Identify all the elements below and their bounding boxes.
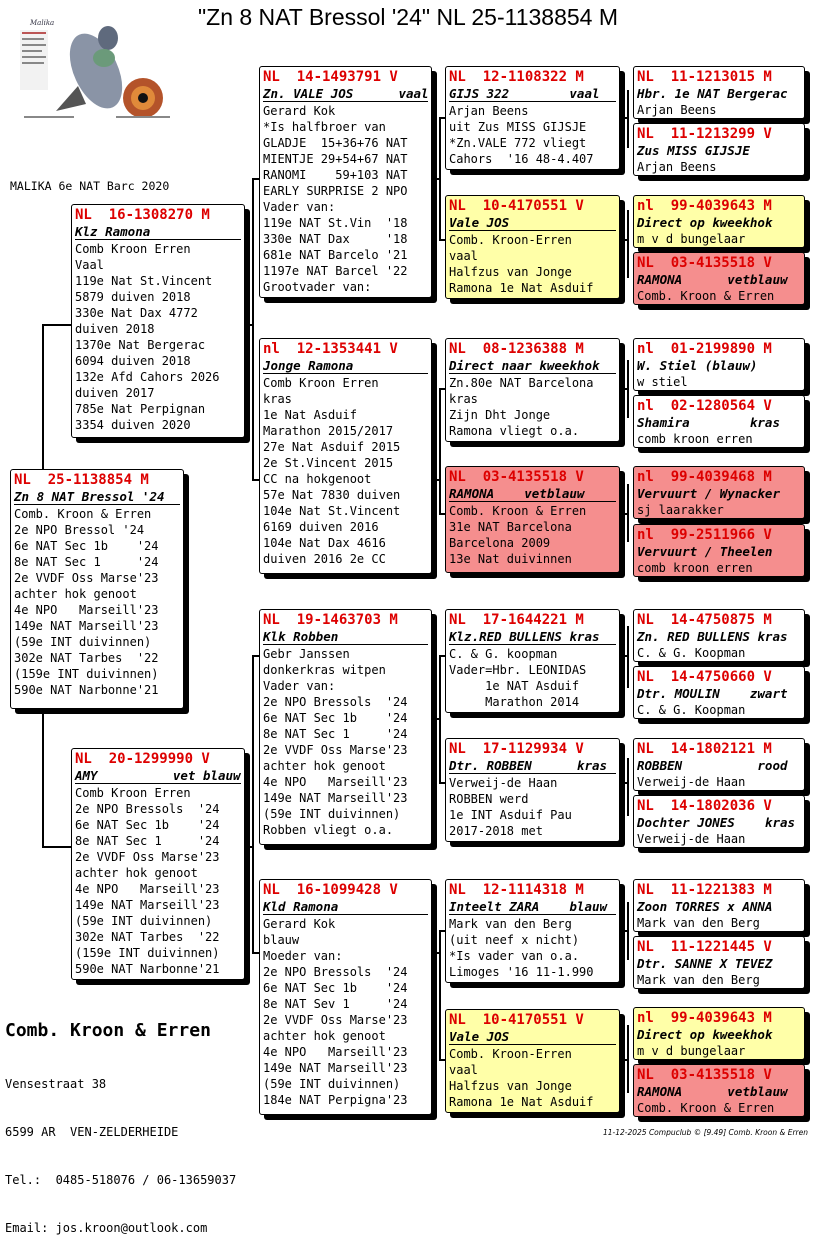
card-line: EARLY SURPRISE 2 NPO <box>263 184 408 198</box>
ring-number: NL 14-1802036 V <box>637 798 772 814</box>
ring-number: nl 99-4039643 M <box>637 1010 772 1026</box>
card-line: Mark van den Berg <box>449 917 572 931</box>
connector-line <box>42 846 71 848</box>
connector-line <box>245 324 253 326</box>
card-line: Mark van den Berg <box>637 916 760 930</box>
pigeon-name: Dtr. SANNE X TEVEZ <box>637 956 773 971</box>
pedigree-card-great-grandparent[interactable] <box>445 338 620 442</box>
pigeon-name: Dochter JONES kras <box>637 815 796 830</box>
pigeon-name: Dtr. MOULIN zwart <box>637 686 788 701</box>
card-line: Moeder van: <box>263 949 343 963</box>
card-line: Ramona 1e Nat Asduif <box>449 281 594 295</box>
card-line: Arjan Beens <box>637 160 717 174</box>
pigeon-logo <box>16 16 178 126</box>
card-line: 149e NAT Marseill'23 <box>75 898 220 912</box>
svg-text:Malika: Malika <box>30 19 55 27</box>
card-line: Comb Kroon Erren <box>263 376 379 390</box>
card-line: Arjan Beens <box>449 104 529 118</box>
connector-line <box>432 479 440 481</box>
pedigree-card-grandparent[interactable] <box>259 879 432 1115</box>
card-line: Comb Kroon Erren <box>75 786 191 800</box>
card-line: achter hok genoot <box>14 587 137 601</box>
pigeon-name: Jonge Ramona <box>263 358 428 374</box>
card-line: Comb Kroon Erren <box>75 242 191 256</box>
pigeon-name: Zn 8 NAT Bressol '24 <box>14 489 180 505</box>
card-line: 1e INT Asduif Pau <box>449 808 572 822</box>
card-line: Grootvader van: <box>263 280 372 294</box>
pigeon-name: Inteelt ZARA blauw <box>449 899 616 915</box>
card-line: donkerkras witpen <box>263 663 386 677</box>
card-line: Barcelona 2009 <box>449 536 551 550</box>
card-line: duiven 2017 <box>75 386 155 400</box>
pedigree-card-great-grandparent[interactable] <box>445 609 620 713</box>
card-line: C. & G. Koopman <box>637 703 746 717</box>
card-line: 302e NAT Tarbes '22 <box>14 651 159 665</box>
card-line: 2e VVDF Oss Marse'23 <box>75 850 220 864</box>
card-line: Robben vliegt o.a. <box>263 823 394 837</box>
ring-number: NL 17-1644221 M <box>449 612 584 628</box>
card-line: duiven 2018 <box>75 322 155 336</box>
card-line: Verweij-de Haan <box>637 832 746 846</box>
card-line: Vaal <box>75 258 104 272</box>
card-line: 184e NAT Perpigna'23 <box>263 1093 408 1107</box>
pigeon-name: Kld Ramona <box>263 899 428 915</box>
card-line: 149e NAT Marseill'23 <box>263 791 408 805</box>
connector-line <box>620 388 628 390</box>
card-line: 330e Nat Dax 4772 <box>75 306 198 320</box>
connector-line <box>620 655 628 657</box>
pigeon-name: Klk Robben <box>263 629 428 645</box>
card-line: Vader van: <box>263 200 336 214</box>
pedigree-card-grandparent[interactable] <box>259 66 432 298</box>
card-line: achter hok genoot <box>75 866 198 880</box>
card-line: comb kroon erren <box>637 432 753 446</box>
pigeon-name: Klz.RED BULLENS kras <box>449 629 616 645</box>
card-line: Halfzus van Jonge <box>449 265 572 279</box>
ring-number: NL 14-4750660 V <box>637 669 772 685</box>
card-line: Marathon 2015/2017 <box>263 424 394 438</box>
card-line: Ramona 1e Nat Asduif <box>449 1095 594 1109</box>
card-line: Marathon 2014 <box>449 695 580 709</box>
pedigree-card-ancestor[interactable] <box>633 195 805 248</box>
ring-number: NL 11-1221445 V <box>637 939 772 955</box>
card-line: 330e NAT Dax '18 <box>263 232 408 246</box>
connector-line <box>439 388 441 514</box>
pedigree-card-ancestor[interactable] <box>633 338 805 391</box>
card-line: 2e NPO Bressols '24 <box>263 965 408 979</box>
pedigree-card-ancestor[interactable] <box>633 1064 805 1117</box>
card-line: Zijn Dht Jonge <box>449 408 551 422</box>
card-line: *Is vader van o.a. <box>449 949 580 963</box>
connector-line <box>42 324 71 326</box>
pedigree-card-ancestor[interactable] <box>633 466 805 519</box>
card-line: 31e NAT Barcelona <box>449 520 572 534</box>
card-line: (59e INT duivinnen) <box>75 914 213 928</box>
card-line: 119e NAT St.Vin '18 <box>263 216 408 230</box>
card-line: 4e NPO Marseill'23 <box>14 603 159 617</box>
card-line: 5879 duiven 2018 <box>75 290 191 304</box>
ring-number: NL 03-4135518 V <box>637 1067 772 1083</box>
card-line: vaal <box>449 1063 478 1077</box>
card-line: 4e NPO Marseill'23 <box>263 775 408 789</box>
address-line: Vensestraat 38 <box>5 1077 107 1091</box>
ring-number: NL 19-1463703 M <box>263 612 398 628</box>
connector-line <box>620 117 628 119</box>
card-line: Limoges '16 11-1.990 <box>449 965 594 979</box>
pedigree-card-subject[interactable] <box>10 469 184 709</box>
address-line: 6599 AR VEN-ZELDERHEIDE <box>5 1125 179 1139</box>
pedigree-card-great-grandparent[interactable] <box>445 879 620 983</box>
connector-line <box>620 239 628 241</box>
card-line: blauw <box>263 933 300 947</box>
card-line: 6169 duiven 2016 <box>263 520 379 534</box>
pigeon-name: Vale JOS <box>449 1029 616 1045</box>
card-line: RANOMI 59+103 NAT <box>263 168 408 182</box>
card-line: 149e NAT Marseill'23 <box>14 619 159 633</box>
card-line: 1e Nat Asduif <box>263 408 357 422</box>
pigeon-name: Klz Ramona <box>75 224 241 240</box>
card-line: 6e NAT Sec 1b '24 <box>75 818 220 832</box>
card-line: 104e Nat Dax 4616 <box>263 536 386 550</box>
connector-line <box>432 178 440 180</box>
pedigree-card-ancestor[interactable] <box>633 524 805 577</box>
ring-number: NL 16-1099428 V <box>263 882 398 898</box>
card-line: GLADJE 15+36+76 NAT <box>263 136 408 150</box>
ring-number: NL 08-1236388 M <box>449 341 584 357</box>
connector-line <box>439 930 441 1060</box>
ring-number: NL 17-1129934 V <box>449 741 584 757</box>
connector-line <box>627 626 629 688</box>
card-line: Comb. Kroon & Erren <box>637 1101 775 1115</box>
card-line: 1197e NAT Barcel '22 <box>263 264 408 278</box>
card-line: MIENTJE 29+54+67 NAT <box>263 152 408 166</box>
pigeon-name: Shamira kras <box>637 415 780 430</box>
ring-number: NL 25-1138854 M <box>14 472 149 488</box>
card-line: Vader=Hbr. LEONIDAS <box>449 663 587 677</box>
pigeon-name: Direct op kweekhok <box>637 1027 773 1042</box>
card-line: Vader van: <box>263 679 336 693</box>
pigeon-name: GIJS 322 vaal <box>449 86 616 102</box>
ring-number: nl 99-4039643 M <box>637 198 772 214</box>
pigeon-name: RAMONA vetblauw <box>449 486 616 502</box>
connector-line <box>620 930 628 932</box>
card-line: 2e NPO Bressols '24 <box>75 802 220 816</box>
pedigree-card-ancestor[interactable] <box>633 936 805 989</box>
card-line: 8e NAT Sec 1 '24 <box>75 834 220 848</box>
card-line: C. & G. Koopman <box>637 646 746 660</box>
card-line: 4e NPO Marseill'23 <box>75 882 220 896</box>
ring-number: NL 14-1493791 V <box>263 69 398 85</box>
card-line: 2e NPO Bressols '24 <box>263 695 408 709</box>
connector-line <box>42 324 44 469</box>
card-line: 2e NPO Bressol '24 <box>14 523 145 537</box>
card-line: 302e NAT Tarbes '22 <box>75 930 220 944</box>
card-line: m v d bungelaar <box>637 232 746 246</box>
connector-line <box>627 210 629 278</box>
card-line: 1e NAT Asduif <box>449 679 580 693</box>
card-line: Cahors '16 48-4.407 <box>449 152 594 166</box>
card-line: 1370e Nat Bergerac <box>75 338 206 352</box>
pedigree-card-ancestor[interactable] <box>633 395 805 448</box>
card-line: *Is halfbroer van <box>263 120 386 134</box>
connector-line <box>432 952 440 954</box>
card-line: Halfzus van Jonge <box>449 1079 572 1093</box>
pedigree-card-ancestor[interactable] <box>633 879 805 932</box>
pedigree-card-grandparent[interactable] <box>259 609 432 845</box>
pigeon-name: Vale JOS <box>449 215 616 231</box>
pigeon-name: Zn. RED BULLENS kras <box>637 629 788 644</box>
card-line: 8e NAT Sec 1 '24 <box>14 555 159 569</box>
pigeon-name: Direct op kweekhok <box>637 215 773 230</box>
card-line: (59e INT duivinnen) <box>14 635 152 649</box>
pedigree-card-sire[interactable] <box>71 204 245 438</box>
pigeon-name: Direct naar kweekhok <box>449 358 616 374</box>
connector-line <box>245 846 253 848</box>
pedigree-card-ancestor[interactable] <box>633 252 805 305</box>
pigeon-name: Hbr. 1e NAT Bergerac <box>637 86 788 101</box>
ring-number: NL 10-4170551 V <box>449 1012 584 1028</box>
ring-number: nl 99-4039468 M <box>637 469 772 485</box>
pedigree-card-ancestor[interactable] <box>633 795 805 848</box>
card-line: 590e NAT Narbonne'21 <box>14 683 159 697</box>
card-line: 27e Nat Asduif 2015 <box>263 440 401 454</box>
card-line: Verweij-de Haan <box>637 775 746 789</box>
ring-number: NL 16-1308270 M <box>75 207 210 223</box>
connector-line <box>620 513 628 515</box>
ring-number: NL 03-4135518 V <box>637 255 772 271</box>
card-line: kras <box>449 392 478 406</box>
card-line: achter hok genoot <box>263 1029 386 1043</box>
card-line: 149e NAT Marseill'23 <box>263 1061 408 1075</box>
card-line: C. & G. koopman <box>449 647 558 661</box>
ring-number: NL 12-1114318 M <box>449 882 584 898</box>
card-line: (159e INT duivinnen) <box>75 946 220 960</box>
card-line: 590e NAT Narbonne'21 <box>75 962 220 976</box>
card-line: 3354 duiven 2020 <box>75 418 191 432</box>
ring-number: nl 99-2511966 V <box>637 527 772 543</box>
print-stamp: 11-12-2025 Compuclub © [9.49] Comb. Kroon & Erren <box>602 1128 808 1137</box>
card-line: Gerard Kok <box>263 104 336 118</box>
card-line: Verweij-de Haan <box>449 776 558 790</box>
card-line: Comb. Kroon-Erren <box>449 1047 572 1061</box>
card-line: Comb. Kroon-Erren <box>449 233 572 247</box>
card-line: 57e Nat 7830 duiven <box>263 488 401 502</box>
card-line: Comb. Kroon & Erren <box>14 507 152 521</box>
card-line: (uit neef x nicht) <box>449 933 580 947</box>
ring-number: NL 14-1802121 M <box>637 741 772 757</box>
pedigree-title: "Zn 8 NAT Bressol '24" NL 25-1138854 M <box>197 4 619 30</box>
pedigree-card-ancestor[interactable] <box>633 1007 805 1060</box>
ring-number: nl 12-1353441 V <box>263 341 398 357</box>
connector-line <box>42 712 44 847</box>
card-line: duiven 2016 2e CC <box>263 552 386 566</box>
pedigree-card-great-grandparent[interactable] <box>445 466 620 573</box>
card-line: w stiel <box>637 375 688 389</box>
card-line: Comb. Kroon & Erren <box>449 504 587 518</box>
pigeon-name: RAMONA vetblauw <box>637 272 788 287</box>
connector-line <box>252 178 254 480</box>
connector-line <box>627 90 629 148</box>
ring-number: NL 12-1108322 M <box>449 69 584 85</box>
card-line: 13e Nat duivinnen <box>449 552 572 566</box>
card-line: Mark van den Berg <box>637 973 760 987</box>
card-line: Arjan Beens <box>637 103 717 117</box>
phone-line: Tel.: 0485-518076 / 06-13659037 <box>5 1173 237 1187</box>
card-line: 2017-2018 met <box>449 824 543 838</box>
pigeon-name: W. Stiel (blauw) <box>637 358 758 373</box>
card-line: 6094 duiven 2018 <box>75 354 191 368</box>
card-line: 104e Nat St.Vincent <box>263 504 401 518</box>
pigeon-name: ROBBEN rood <box>637 758 788 773</box>
ring-number: NL 03-4135518 V <box>449 469 584 485</box>
card-line: *Zn.VALE 772 vliegt <box>449 136 587 150</box>
pedigree-card-great-grandparent[interactable] <box>445 195 620 299</box>
ring-number: NL 20-1299990 V <box>75 751 210 767</box>
card-line: (159e INT duivinnen) <box>14 667 159 681</box>
pigeon-name: Zus MISS GIJSJE <box>637 143 750 158</box>
card-line: 6e NAT Sec 1b '24 <box>263 711 408 725</box>
pedigree-card-dam[interactable] <box>71 748 245 980</box>
pigeon-name: RAMONA vetblauw <box>637 1084 788 1099</box>
pigeon-name: Dtr. ROBBEN kras <box>449 758 616 774</box>
card-line: 6e NAT Sec 1b '24 <box>263 981 408 995</box>
connector-line <box>252 655 254 953</box>
card-line: 8e NAT Sev 1 '24 <box>263 997 408 1011</box>
connector-line <box>432 718 440 720</box>
card-line: 6e NAT Sec 1b '24 <box>14 539 159 553</box>
card-line: 2e VVDF Oss Marse'23 <box>263 1013 408 1027</box>
card-line: (59e INT duivinnen) <box>263 1077 401 1091</box>
pedigree-card-ancestor[interactable] <box>633 666 805 719</box>
ring-number: NL 10-4170551 V <box>449 198 584 214</box>
pedigree-card-great-grandparent[interactable] <box>445 738 620 842</box>
ring-number: nl 02-1280564 V <box>637 398 772 414</box>
pedigree-card-ancestor[interactable] <box>633 123 805 176</box>
ring-number: NL 11-1221383 M <box>637 882 772 898</box>
card-line: comb kroon erren <box>637 561 753 575</box>
card-line: 681e NAT Barcelo '21 <box>263 248 408 262</box>
card-line: m v d bungelaar <box>637 1044 746 1058</box>
card-line: 2e St.Vincent 2015 <box>263 456 394 470</box>
pedigree-card-great-grandparent[interactable] <box>445 1009 620 1113</box>
pedigree-card-ancestor[interactable] <box>633 738 805 791</box>
card-line: Comb. Kroon & Erren <box>637 289 775 303</box>
card-line: Gerard Kok <box>263 917 336 931</box>
connector-line <box>627 758 629 816</box>
ring-number: NL 11-1213015 M <box>637 69 772 85</box>
pedigree-card-ancestor[interactable] <box>633 66 805 119</box>
breeder-name: Comb. Kroon & Erren <box>5 1020 211 1041</box>
card-line: CC na hokgenoot <box>263 472 372 486</box>
pedigree-card-great-grandparent[interactable] <box>445 66 620 170</box>
connector-line <box>620 782 628 784</box>
card-line: kras <box>263 392 292 406</box>
pigeon-name: Zn. VALE JOS vaal <box>263 86 429 101</box>
card-line: 4e NPO Marseill'23 <box>263 1045 408 1059</box>
pedigree-card-ancestor[interactable] <box>633 609 805 662</box>
email-link[interactable]: Email: jos.kroon@outlook.com <box>5 1221 208 1235</box>
breeder-contact <box>5 1044 236 1252</box>
card-line: 2e VVDF Oss Marse'23 <box>14 571 159 585</box>
card-line: 8e NAT Sec 1 '24 <box>263 727 408 741</box>
pedigree-card-grandparent[interactable] <box>259 338 432 574</box>
card-line: ROBBEN werd <box>449 792 529 806</box>
ring-number: nl 01-2199890 M <box>637 341 772 357</box>
card-line: 785e Nat Perpignan <box>75 402 206 416</box>
ring-number: NL 14-4750875 M <box>637 612 772 628</box>
top-note: MALIKA 6e NAT Barc 2020 <box>10 179 170 193</box>
pigeon-name: Vervuurt / Theelen <box>637 544 773 559</box>
pigeon-name: AMY vet blauw <box>75 768 241 783</box>
pigeon-name: Vervuurt / Wynacker <box>637 486 780 501</box>
card-line: achter hok genoot <box>263 759 386 773</box>
card-line: 2e VVDF Oss Marse'23 <box>263 743 408 757</box>
card-line: 119e Nat St.Vincent <box>75 274 213 288</box>
card-line: Gebr Janssen <box>263 647 350 661</box>
ring-number: NL 11-1213299 V <box>637 126 772 142</box>
card-line: Ramona vliegt o.a. <box>449 424 580 438</box>
card-line: Zn.80e NAT Barcelona <box>449 376 594 390</box>
card-line: sj laarakker <box>637 503 724 517</box>
card-line: (59e INT duivinnen) <box>263 807 401 821</box>
pigeon-name: Zoon TORRES x ANNA <box>637 899 773 914</box>
card-line: 132e Afd Cahors 2026 <box>75 370 220 384</box>
connector-line <box>620 1059 628 1061</box>
card-line: uit Zus MISS GIJSJE <box>449 120 587 134</box>
card-line: vaal <box>449 249 478 263</box>
